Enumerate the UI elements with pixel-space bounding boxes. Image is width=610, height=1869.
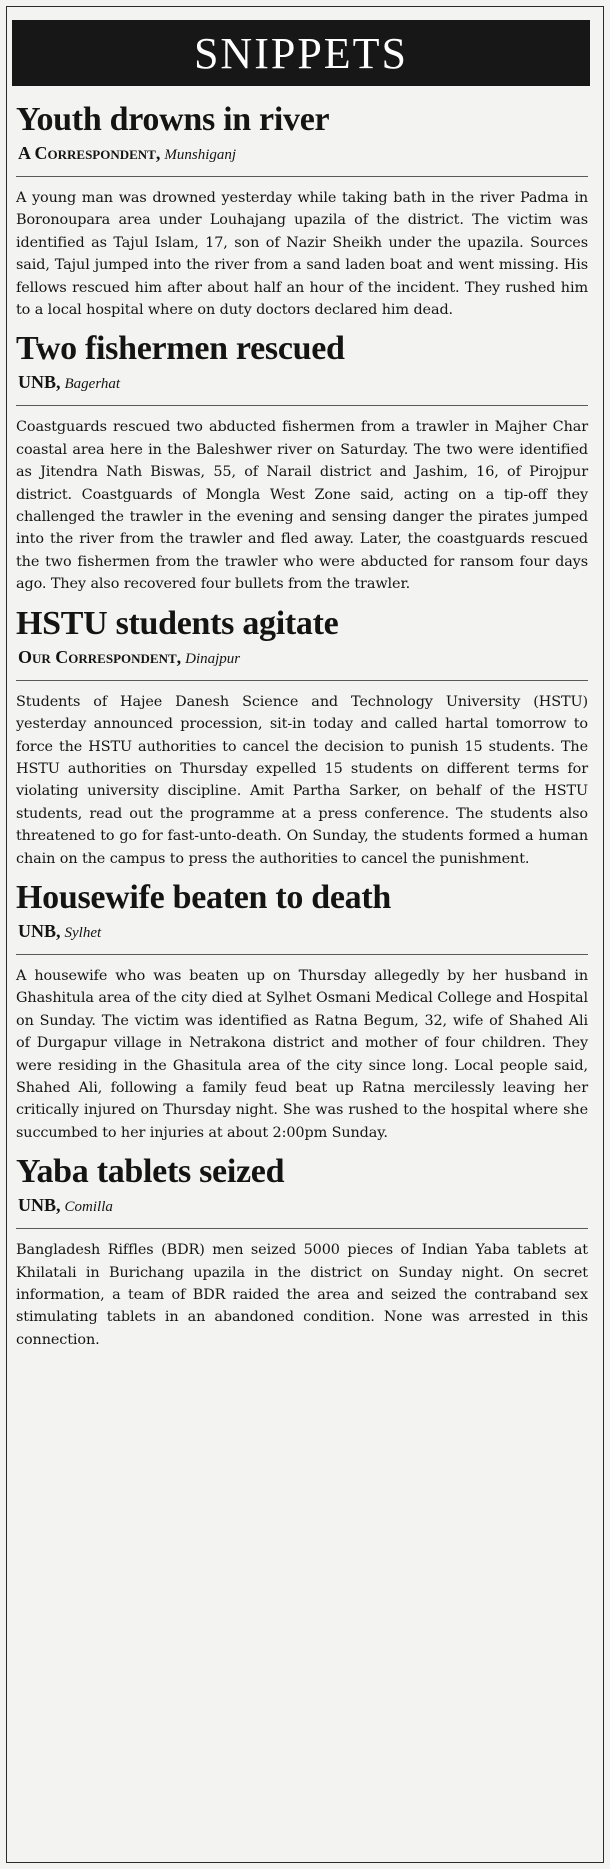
story-hstu-students <box>16 604 588 870</box>
story-byline <box>18 142 588 166</box>
story-body: Coastguards rescued two abducted fishermen from a trawler in Majher Char coastal area here in the Baleshwer river on Saturday. The two were identified as Jitendra Nath Biswas, 55, of Narail district and Jashim, 16, of Pirojpur district. Coastguards of Mongla West Zone said, acting on a tip-off they challenged the trawler in the evening and sensing danger the pirates jumped into the river from the trawler and fled away. Later, the coastguards rescued the two fishermen from the trawler who were abducted for ransom four days ago. They also recovered four bullets from the trawler. <box>16 419 588 593</box>
byline-source: Our Correspondent, <box>18 646 182 667</box>
stories-column <box>16 100 588 1351</box>
story-byline <box>18 920 588 944</box>
story-body: Students of Hajee Danesh Science and Technology University (HSTU) yesterday announced procession, sit-in today and called hartal tomorrow to force the HSTU authorities to cancel the decision to punish 15 students. The HSTU authorities on Thursday expelled 15 students on different terms for violating university discipline. Amit Partha Sarker, on behalf of the HSTU students, read out the programme at a press conference. The students also threatened to go for fast-unto-death. On Sunday, the students formed a human chain on the campus to press the authorities to cancel the punishment. <box>16 693 588 867</box>
byline-location: Bagerhat <box>64 376 121 393</box>
story-headline: Two fishermen rescued <box>16 330 345 368</box>
story-headline: HSTU students agitate <box>16 604 339 642</box>
byline-divider <box>16 176 588 177</box>
byline-source: A Correspondent, <box>18 143 161 163</box>
story-fishermen-rescued <box>16 329 588 595</box>
byline-location: Sylhet <box>64 924 102 941</box>
story-body: Bangladesh Riffles (BDR) men seized 5000 pieces of Indian Yaba tablets at Khilatali in Burichang upazila in the district on Sunday night. On secret information, a team of BDR raided the area and seized the contraband sex stimulating tablets in an abandoned condition. None was arrested in this connection. <box>16 1242 588 1348</box>
story-housewife-beaten <box>16 878 588 1144</box>
story-youth-drowns <box>16 100 588 321</box>
story-headline: Housewife beaten to death <box>16 878 391 916</box>
story-byline <box>18 1194 588 1218</box>
byline-source: UNB, <box>18 372 61 393</box>
byline-location: Munshiganj <box>164 147 237 163</box>
byline-source: UNB, <box>18 1195 61 1216</box>
byline-source: UNB, <box>18 920 61 941</box>
section-masthead <box>12 20 590 86</box>
section-title: SNIPPETS <box>193 28 409 78</box>
byline-divider <box>16 680 588 681</box>
story-byline <box>18 646 588 670</box>
story-yaba-seized <box>16 1152 588 1351</box>
byline-location: Dinajpur <box>185 650 241 667</box>
story-body: A young man was drowned yesterday while taking bath in the river Padma in Boronoupara area under Louhajang upazila of the district. The victim was identified as Tajul Islam, 17, son of Nazir Sheikh under the upazila. Sources said, Tajul jumped into the river from a sand laden boat and went missing. His fellows rescued him after about half an hour of the incident. They rushed him to a local hospital where on duty doctors declared him dead. <box>16 190 588 319</box>
story-body: A housewife who was beaten up on Thursday allegedly by her husband in Ghashitula area of the city died at Sylhet Osmani Medical College and Hospital on Sunday. The victim was identified as Ratna Begum, 32, wife of Shahed Ali of Durgapur village in Netrakona district and mother of four children. They were residing in the Ghasitula area of the city since long. Local people said, Shahed Ali, following a family feud beat up Ratna mercilessly leaving her critically injured on Thursday night. She was rushed to the hospital where she succumbed to her injuries at about 2:00pm Sunday. <box>16 967 588 1141</box>
byline-divider <box>16 954 588 955</box>
story-headline: Youth drowns in river <box>16 101 330 138</box>
story-headline: Yaba tablets seized <box>16 1153 285 1191</box>
byline-location: Comilla <box>64 1199 113 1216</box>
byline-divider <box>16 1228 588 1229</box>
story-byline <box>18 371 588 395</box>
byline-divider <box>16 405 588 406</box>
